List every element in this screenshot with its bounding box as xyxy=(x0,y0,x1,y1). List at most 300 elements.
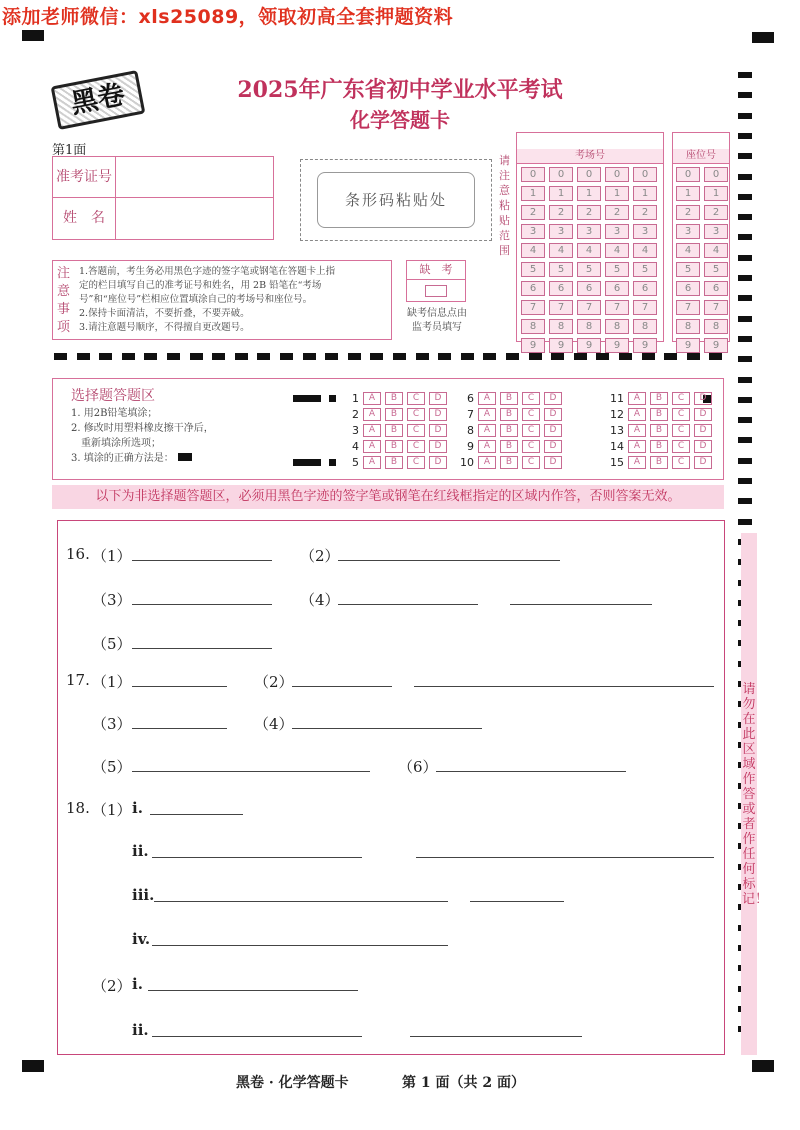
mc-option-bubble[interactable]: C xyxy=(407,424,425,437)
q16-part1-label: （1） xyxy=(92,547,132,565)
mc-question-number: 14 xyxy=(610,439,624,453)
seat-digit-bubble[interactable]: 1 xyxy=(676,186,700,201)
mc-option-bubble[interactable]: A xyxy=(628,408,646,421)
exam-room-digit-bubble[interactable]: 8 xyxy=(577,319,601,334)
q18-1-ii-answer-line-a[interactable] xyxy=(152,857,362,858)
exam-room-digit-bubble[interactable]: 5 xyxy=(577,262,601,277)
seat-digit-bubble[interactable]: 8 xyxy=(704,319,728,334)
separator-mark xyxy=(325,353,338,360)
exam-room-digit-bubble[interactable]: 6 xyxy=(633,281,657,296)
exam-room-digit-bubble[interactable]: 1 xyxy=(521,186,545,201)
mc-option-bubble[interactable]: A xyxy=(363,408,381,421)
name-field[interactable] xyxy=(116,198,273,239)
timing-mark xyxy=(738,417,752,423)
mc-mark xyxy=(329,395,336,402)
q18-1-iii-label: iii. xyxy=(132,886,155,904)
timing-mark xyxy=(738,336,752,342)
exam-room-digit-bubble[interactable]: 6 xyxy=(521,281,545,296)
exam-room-digit-bubble[interactable]: 1 xyxy=(605,186,629,201)
mc-option-bubble[interactable]: D xyxy=(694,424,712,437)
exam-room-digit-bubble[interactable]: 9 xyxy=(549,338,573,353)
mc-option-bubble[interactable]: B xyxy=(650,456,668,469)
exam-room-digit-bubble[interactable]: 1 xyxy=(549,186,573,201)
separator-mark xyxy=(348,353,361,360)
mc-question-row xyxy=(343,407,451,421)
exam-room-digit-bubble[interactable]: 4 xyxy=(577,243,601,258)
mc-question-number: 2 xyxy=(352,407,359,421)
separator-mark xyxy=(144,353,157,360)
q17-part3-label: （3） xyxy=(92,715,132,733)
exam-room-digit-bubble[interactable]: 1 xyxy=(577,186,601,201)
mc-option-bubble[interactable]: A xyxy=(628,392,646,405)
mc-question-number: 5 xyxy=(352,455,359,469)
seat-digit-bubble[interactable]: 7 xyxy=(704,300,728,315)
q18-1-iv-label: iv. xyxy=(132,930,151,948)
corner-mark-br xyxy=(752,1060,774,1072)
exam-room-digit-bubble[interactable]: 3 xyxy=(549,224,573,239)
mc-option-bubble[interactable]: C xyxy=(672,408,690,421)
notice-label: 注意事项 xyxy=(57,266,71,335)
exam-room-digit-bubble[interactable]: 8 xyxy=(521,319,545,334)
seat-digit-bubble[interactable]: 2 xyxy=(704,205,728,220)
mc-question-row xyxy=(343,439,451,453)
seat-digit-bubble[interactable]: 4 xyxy=(704,243,728,258)
timing-mark xyxy=(738,437,752,443)
separator-mark xyxy=(190,353,203,360)
mc-option-bubble[interactable]: B xyxy=(500,456,518,469)
mc-option-bubble[interactable]: C xyxy=(522,440,540,453)
timing-mark xyxy=(738,194,752,200)
timing-mark xyxy=(738,214,752,220)
absent-label: 缺 考 xyxy=(407,261,465,280)
exam-room-digit-bubble[interactable]: 8 xyxy=(633,319,657,334)
mc-option-bubble[interactable]: C xyxy=(522,392,540,405)
corner-mark-bl xyxy=(22,1060,44,1072)
exam-room-digit-bubble[interactable]: 5 xyxy=(605,262,629,277)
q17-3-answer-line[interactable] xyxy=(132,728,227,729)
exam-room-digit-bubble[interactable]: 3 xyxy=(633,224,657,239)
seat-digit-bubble[interactable]: 3 xyxy=(676,224,700,239)
exam-room-digit-bubble[interactable]: 8 xyxy=(549,319,573,334)
separator-mark xyxy=(303,353,316,360)
mc-option-bubble[interactable]: D xyxy=(429,392,447,405)
q18-2-ii-answer-line-b[interactable] xyxy=(410,1036,582,1037)
mc-option-bubble[interactable]: C xyxy=(522,424,540,437)
exam-room-digit-bubble[interactable]: 5 xyxy=(549,262,573,277)
mc-option-bubble[interactable]: A xyxy=(628,424,646,437)
mc-question-row xyxy=(458,423,566,437)
exam-room-digit-bubble[interactable]: 2 xyxy=(521,205,545,220)
timing-mark xyxy=(738,133,752,139)
mc-question-number: 4 xyxy=(352,439,359,453)
exam-room-digit-bubble[interactable]: 9 xyxy=(521,338,545,353)
face-label: 第1面 xyxy=(52,143,87,158)
seat-digit-column xyxy=(704,167,728,357)
q16-part3-label: （3） xyxy=(92,591,132,609)
mc-instruction: 1. 用2B铅笔填涂； xyxy=(71,408,158,419)
absent-note-line: 监考员填写 xyxy=(412,322,462,333)
q17-1-answer-line[interactable] xyxy=(132,686,227,687)
paste-range-hint: 请注意粘贴范围 xyxy=(499,154,510,257)
exam-room-digit-bubble[interactable]: 4 xyxy=(605,243,629,258)
seat-digit-bubble[interactable]: 9 xyxy=(676,338,700,353)
absent-box xyxy=(406,260,466,302)
q18-1-iii-answer-line-a[interactable] xyxy=(154,901,448,902)
heijuan-logo: 黑卷 xyxy=(51,70,146,130)
q18-2-ii-label: ii. xyxy=(132,1021,149,1039)
q18-1-ii-label: ii. xyxy=(132,842,149,860)
q16-part4-label: （4） xyxy=(300,591,340,609)
mc-option-bubble[interactable]: A xyxy=(628,440,646,453)
q17-part6-label: （6） xyxy=(398,758,438,776)
separator-mark xyxy=(167,353,180,360)
exam-room-digit-bubble[interactable]: 3 xyxy=(605,224,629,239)
mc-question-row xyxy=(608,423,716,437)
notice-line: 3.请注意题号顺序，不得擅自更改题号。 xyxy=(79,322,250,333)
page-title: 2025年广东省初中学业水平考试 xyxy=(237,77,563,103)
mc-instruction: 重新填涂所选项； xyxy=(71,438,161,449)
exam-room-digit-bubble[interactable]: 8 xyxy=(605,319,629,334)
mc-option-bubble[interactable]: C xyxy=(407,456,425,469)
mc-question-row xyxy=(458,391,566,405)
notice-box xyxy=(52,260,392,340)
q16-1-answer-line[interactable] xyxy=(132,560,272,561)
mc-option-bubble[interactable]: B xyxy=(650,408,668,421)
exam-room-digit-bubble[interactable]: 7 xyxy=(577,300,601,315)
exam-room-digit-bubble[interactable]: 6 xyxy=(577,281,601,296)
seat-digit-bubble[interactable]: 6 xyxy=(676,281,700,296)
q16-4-answer-line-b[interactable] xyxy=(510,604,652,605)
exam-room-digit-bubble[interactable]: 6 xyxy=(549,281,573,296)
timing-mark xyxy=(738,295,752,301)
corner-mark-tl xyxy=(22,30,44,41)
mc-option-bubble[interactable]: D xyxy=(694,392,712,405)
exam-room-digit-bubble[interactable]: 6 xyxy=(605,281,629,296)
mc-option-bubble[interactable]: B xyxy=(385,424,403,437)
timing-mark xyxy=(738,478,752,484)
mc-option-bubble[interactable]: A xyxy=(478,456,496,469)
mc-option-bubble[interactable]: B xyxy=(500,408,518,421)
separator-mark xyxy=(483,353,496,360)
seat-digit-bubble[interactable]: 5 xyxy=(704,262,728,277)
separator-mark xyxy=(77,353,90,360)
side-warning: 请勿在此区域作答或者作任何标记！ xyxy=(742,682,769,907)
mc-option-bubble[interactable]: A xyxy=(478,424,496,437)
q18-2-i-label: i. xyxy=(132,975,143,993)
q18-number: 18. xyxy=(66,799,90,817)
mc-question-row xyxy=(458,455,566,469)
exam-room-digit-bubble[interactable]: 0 xyxy=(577,167,601,182)
non-mc-banner: 以下为非选择题答题区，必须用黑色字迹的签字笔或钢笔在红线框指定的区域内作答，否则答案无效。 xyxy=(52,485,724,509)
q16-part5-label: （5） xyxy=(92,635,132,653)
q18-2-ii-answer-line-a[interactable] xyxy=(152,1036,362,1037)
seat-grid xyxy=(672,132,730,351)
separator-mark xyxy=(257,353,270,360)
q17-2-answer-line-a[interactable] xyxy=(292,686,392,687)
exam-room-digit-bubble[interactable]: 5 xyxy=(521,262,545,277)
q17-part5-label: （5） xyxy=(92,758,132,776)
q17-4-answer-line[interactable] xyxy=(292,728,482,729)
mc-option-bubble[interactable]: B xyxy=(500,424,518,437)
notice-line: 定的栏目填写自己的准考证号和姓名，用 2B 铅笔在“考场 xyxy=(79,280,322,291)
mc-option-bubble[interactable]: D xyxy=(694,440,712,453)
seat-write-row[interactable] xyxy=(673,133,729,150)
mc-option-bubble[interactable]: C xyxy=(407,440,425,453)
exam-room-digit-column xyxy=(605,167,629,357)
mc-mark xyxy=(293,395,321,402)
mc-question-row xyxy=(608,455,716,469)
timing-mark xyxy=(738,234,752,240)
separator-mark xyxy=(54,353,67,360)
q18-1-i-label: i. xyxy=(132,799,143,817)
mc-question-row xyxy=(458,407,566,421)
exam-room-digit-bubble[interactable]: 2 xyxy=(633,205,657,220)
mc-option-bubble[interactable]: A xyxy=(363,456,381,469)
timing-mark xyxy=(738,316,752,322)
exam-no-label: 准考证号 xyxy=(53,157,116,198)
separator-mark xyxy=(235,353,248,360)
separator-mark xyxy=(416,353,429,360)
mc-option-bubble[interactable]: D xyxy=(544,440,562,453)
exam-no-field[interactable] xyxy=(116,157,273,198)
exam-room-digit-bubble[interactable]: 0 xyxy=(521,167,545,182)
exam-room-digit-bubble[interactable]: 5 xyxy=(633,262,657,277)
exam-room-digit-column xyxy=(633,167,657,357)
mc-question-number: 3 xyxy=(352,423,359,437)
q18-1-ii-answer-line-b[interactable] xyxy=(416,857,714,858)
mc-question-row xyxy=(343,423,451,437)
seat-digit-bubble[interactable]: 4 xyxy=(676,243,700,258)
footer-right: 第 1 面（共 2 面） xyxy=(402,1075,525,1091)
mc-option-bubble[interactable]: D xyxy=(694,408,712,421)
seat-digit-column xyxy=(676,167,700,357)
q18-1-iv-answer-line[interactable] xyxy=(152,945,448,946)
exam-room-digit-bubble[interactable]: 2 xyxy=(605,205,629,220)
separator-mark xyxy=(212,353,225,360)
exam-room-digit-bubble[interactable]: 3 xyxy=(577,224,601,239)
mc-question-row xyxy=(608,391,716,405)
q17-part4-label: （4） xyxy=(254,715,294,733)
seat-digit-bubble[interactable]: 3 xyxy=(704,224,728,239)
exam-room-digit-bubble[interactable]: 4 xyxy=(521,243,545,258)
notice-text xyxy=(79,265,335,335)
mc-option-bubble[interactable]: A xyxy=(478,408,496,421)
q16-3-answer-line[interactable] xyxy=(132,604,272,605)
mc-option-bubble[interactable]: B xyxy=(385,408,403,421)
seat-digit-bubble[interactable]: 1 xyxy=(704,186,728,201)
separator-mark xyxy=(370,353,383,360)
mc-question-row xyxy=(608,407,716,421)
mc-option-bubble[interactable]: B xyxy=(385,440,403,453)
q16-5-answer-line[interactable] xyxy=(132,648,272,649)
mc-option-bubble[interactable]: D xyxy=(544,424,562,437)
separator-mark xyxy=(122,353,135,360)
mc-option-bubble[interactable]: A xyxy=(628,456,646,469)
exam-room-digit-bubble[interactable]: 0 xyxy=(633,167,657,182)
barcode-label: 条形码粘贴处 xyxy=(317,172,475,228)
id-table xyxy=(52,156,274,240)
mc-option-bubble[interactable]: A xyxy=(478,440,496,453)
mc-option-bubble[interactable]: C xyxy=(672,440,690,453)
exam-room-digit-bubble[interactable]: 0 xyxy=(549,167,573,182)
q16-number: 16. xyxy=(66,545,90,563)
timing-mark xyxy=(738,255,752,261)
timing-mark xyxy=(738,174,752,180)
q16-part2-label: （2） xyxy=(300,547,340,565)
mc-option-bubble[interactable]: D xyxy=(429,456,447,469)
seat-digit-bubble[interactable]: 9 xyxy=(704,338,728,353)
exam-room-digit-column xyxy=(549,167,573,357)
mc-option-bubble[interactable]: A xyxy=(363,440,381,453)
separator-mark xyxy=(393,353,406,360)
exam-room-write-row[interactable] xyxy=(517,133,663,150)
timing-mark xyxy=(738,519,752,525)
mc-option-bubble[interactable]: B xyxy=(500,440,518,453)
exam-room-digit-bubble[interactable]: 4 xyxy=(549,243,573,258)
exam-room-digit-bubble[interactable]: 0 xyxy=(605,167,629,182)
q18-1-i-answer-line[interactable] xyxy=(150,814,243,815)
mc-title: 选择题答题区 xyxy=(71,388,155,404)
timing-mark xyxy=(738,397,752,403)
mc-option-bubble[interactable]: A xyxy=(478,392,496,405)
q16-2-answer-line[interactable] xyxy=(338,560,560,561)
exam-room-digit-column xyxy=(521,167,545,357)
mc-question-number: 12 xyxy=(610,407,624,421)
q17-number: 17. xyxy=(66,671,90,689)
exam-room-digit-bubble[interactable]: 9 xyxy=(633,338,657,353)
seat-digit-bubble[interactable]: 8 xyxy=(676,319,700,334)
exam-room-digit-bubble[interactable]: 1 xyxy=(633,186,657,201)
mc-option-bubble[interactable]: D xyxy=(429,440,447,453)
notice-line: 1.答题前，考生务必用黑色字迹的签字笔或钢笔在答题卡上指 xyxy=(79,266,336,277)
seat-digit-bubble[interactable]: 5 xyxy=(676,262,700,277)
separator-mark xyxy=(461,353,474,360)
mc-instructions xyxy=(71,406,214,466)
mc-option-bubble[interactable]: C xyxy=(672,456,690,469)
separator-mark xyxy=(280,353,293,360)
corner-mark-tr xyxy=(752,32,774,43)
timing-mark xyxy=(738,458,752,464)
footer-left: 黑卷 · 化学答题卡 xyxy=(236,1075,349,1091)
mc-option-bubble[interactable]: B xyxy=(385,392,403,405)
seat-digit-bubble[interactable]: 6 xyxy=(704,281,728,296)
exam-room-digit-bubble[interactable]: 2 xyxy=(549,205,573,220)
mc-mark xyxy=(329,459,336,466)
mc-option-bubble[interactable]: C xyxy=(672,392,690,405)
mc-area xyxy=(52,378,724,480)
mc-option-bubble[interactable]: D xyxy=(429,408,447,421)
q18-part2-label: （2） xyxy=(92,977,132,995)
q18-1-iii-answer-line-b[interactable] xyxy=(470,901,564,902)
exam-room-label: 考场号 xyxy=(517,149,663,164)
mc-instruction: 2. 修改时用塑料橡皮擦干净后， xyxy=(71,423,214,434)
separator-mark xyxy=(506,353,519,360)
q17-part1-label: （1） xyxy=(92,673,132,691)
absent-note xyxy=(397,307,477,335)
mc-option-bubble[interactable]: D xyxy=(544,456,562,469)
exam-room-digit-bubble[interactable]: 9 xyxy=(605,338,629,353)
seat-label: 座位号 xyxy=(673,149,729,164)
exam-room-digit-bubble[interactable]: 3 xyxy=(521,224,545,239)
mc-question-number: 13 xyxy=(610,423,624,437)
q18-2-i-answer-line[interactable] xyxy=(148,990,358,991)
q17-5-answer-line[interactable] xyxy=(132,771,370,772)
mc-option-bubble[interactable]: C xyxy=(522,456,540,469)
exam-room-digit-bubble[interactable]: 9 xyxy=(577,338,601,353)
exam-room-digit-bubble[interactable]: 4 xyxy=(633,243,657,258)
mc-question-row xyxy=(608,439,716,453)
exam-room-digit-column xyxy=(577,167,601,357)
exam-room-grid xyxy=(516,132,664,351)
seat-digit-bubble[interactable]: 0 xyxy=(676,167,700,182)
exam-room-digit-bubble[interactable]: 2 xyxy=(577,205,601,220)
mc-option-bubble[interactable]: B xyxy=(650,392,668,405)
exam-room-digit-bubble[interactable]: 7 xyxy=(521,300,545,315)
mc-question-row xyxy=(458,439,566,453)
mc-question-number: 10 xyxy=(460,455,474,469)
mc-option-bubble[interactable]: C xyxy=(407,408,425,421)
mc-question-number: 11 xyxy=(610,391,624,405)
notice-line: 2.保持卡面清洁，不要折叠，不要弄破。 xyxy=(79,308,250,319)
mc-option-bubble[interactable]: B xyxy=(500,392,518,405)
barcode-area xyxy=(300,159,492,241)
mc-option-bubble[interactable]: D xyxy=(544,392,562,405)
exam-room-digit-bubble[interactable]: 7 xyxy=(633,300,657,315)
absent-bubble[interactable] xyxy=(425,285,447,297)
mc-option-bubble[interactable]: A xyxy=(363,392,381,405)
seat-digit-bubble[interactable]: 7 xyxy=(676,300,700,315)
watermark: 添加老师微信：xls25089，领取初高全套押题资料 xyxy=(2,6,454,28)
mc-question-number: 9 xyxy=(467,439,474,453)
exam-room-digit-bubble[interactable]: 7 xyxy=(549,300,573,315)
mc-question-row xyxy=(343,391,451,405)
mc-option-bubble[interactable]: D xyxy=(429,424,447,437)
timing-mark xyxy=(738,153,752,159)
timing-mark xyxy=(738,498,752,504)
mc-question-number: 7 xyxy=(467,407,474,421)
notice-line: 号”和“座位号”栏相应位置填涂自己的考场号和座位号。 xyxy=(79,294,313,305)
exam-room-digit-bubble[interactable]: 7 xyxy=(605,300,629,315)
mc-question-number: 6 xyxy=(467,391,474,405)
q16-4-answer-line-a[interactable] xyxy=(338,604,478,605)
q18-part1-label: （1） xyxy=(92,801,132,819)
mc-option-bubble[interactable]: C xyxy=(672,424,690,437)
separator-mark xyxy=(99,353,112,360)
mc-option-bubble[interactable]: C xyxy=(522,408,540,421)
mc-question-number: 1 xyxy=(352,391,359,405)
mc-option-bubble[interactable]: B xyxy=(650,424,668,437)
name-label: 姓 名 xyxy=(53,198,116,239)
mc-option-bubble[interactable]: C xyxy=(407,392,425,405)
mc-option-bubble[interactable]: D xyxy=(544,408,562,421)
mc-option-bubble[interactable]: B xyxy=(385,456,403,469)
timing-mark xyxy=(738,275,752,281)
q17-6-answer-line[interactable] xyxy=(436,771,626,772)
mc-option-bubble[interactable]: B xyxy=(650,440,668,453)
seat-digit-bubble[interactable]: 2 xyxy=(676,205,700,220)
page-subtitle: 化学答题卡 xyxy=(350,108,450,132)
mc-instruction: 3. 填涂的正确方法是： xyxy=(71,451,214,466)
mc-option-bubble[interactable]: A xyxy=(363,424,381,437)
q17-2-answer-line-b[interactable] xyxy=(414,686,714,687)
timing-mark xyxy=(738,377,752,383)
seat-digit-bubble[interactable]: 0 xyxy=(704,167,728,182)
absent-note-line: 缺考信息点由 xyxy=(407,308,467,319)
answer-area xyxy=(57,520,725,1055)
mc-option-bubble[interactable]: D xyxy=(694,456,712,469)
mc-mark xyxy=(293,459,321,466)
separator-mark xyxy=(438,353,451,360)
